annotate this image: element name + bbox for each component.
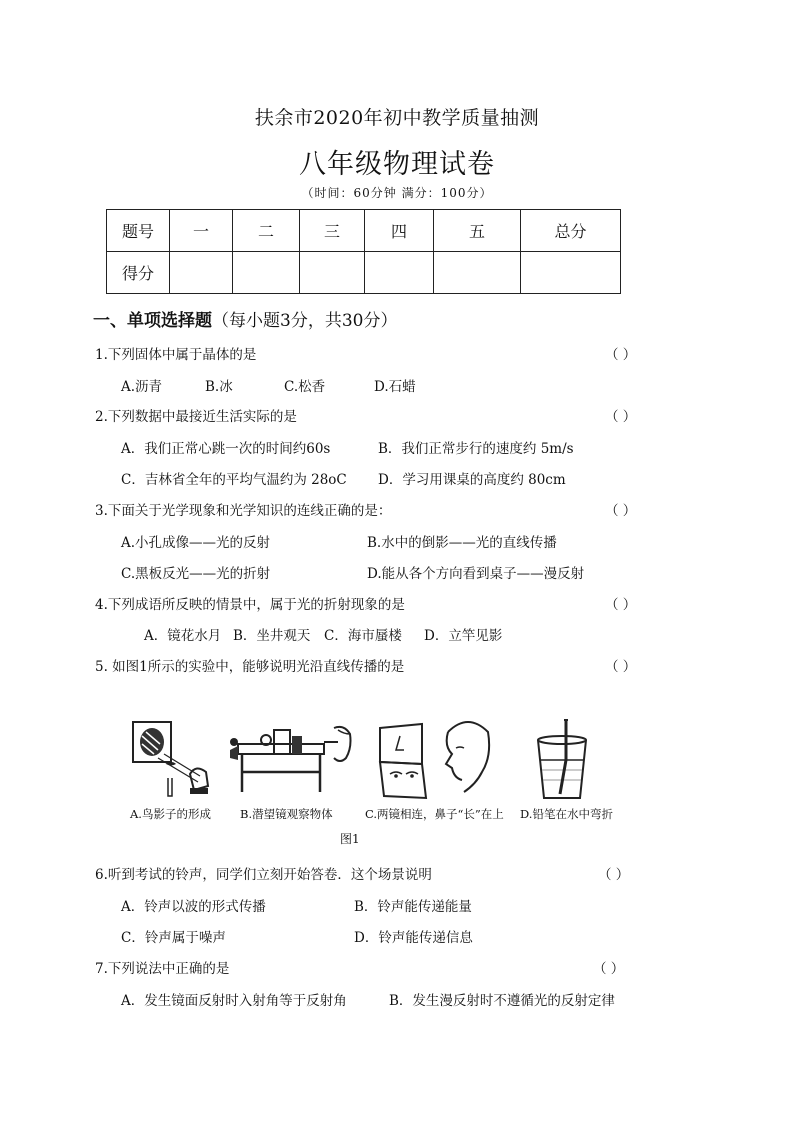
question-stem: 7.下列说法中正确的是	[95, 961, 230, 977]
score-input-cell	[233, 252, 300, 294]
option: B．我们正常步行的速度约 5m/s	[378, 441, 574, 457]
answer-bracket: （ ）	[605, 659, 637, 675]
score-table	[106, 209, 621, 294]
score-cell: 总分	[521, 210, 621, 252]
option: B．发生漫反射时不遵循光的反射定律	[389, 993, 615, 1009]
answer-bracket: （ ）	[605, 597, 637, 613]
score-input-cell	[521, 252, 621, 294]
option: C．海市蜃楼	[324, 628, 402, 644]
option: D．铃声能传递信息	[354, 930, 473, 946]
score-cell: 得分	[107, 252, 170, 294]
option: A．铃声以波的形式传播	[121, 899, 266, 915]
exam-title: 扶余市2020年初中教学质量抽测	[254, 107, 540, 129]
score-input-cell	[170, 252, 233, 294]
score-input-cell	[365, 252, 434, 294]
score-cell: 一	[170, 210, 233, 252]
score-table-header-row	[107, 210, 621, 252]
score-cell: 二	[233, 210, 300, 252]
score-cell: 五	[434, 210, 521, 252]
option: C.松香	[284, 379, 326, 395]
answer-bracket: （ ）	[605, 503, 637, 519]
answer-bracket: （ ）	[598, 867, 630, 883]
question-stem: 4.下列成语所反映的情景中，属于光的折射现象的是	[95, 597, 405, 613]
section-heading	[93, 306, 397, 331]
score-input-cell	[434, 252, 521, 294]
figure-caption: B.潜望镜观察物体	[240, 807, 333, 821]
option: D.石蜡	[374, 379, 416, 395]
option: A．镜花水月	[144, 628, 222, 644]
option: A.小孔成像——光的反射	[121, 535, 271, 551]
section-note: （每小题3分，共30分）	[212, 311, 398, 331]
option: D.能从各个方向看到桌子——漫反射	[367, 566, 585, 582]
exam-meta: （时间：60分钟 满分：100分）	[301, 186, 493, 200]
exam-subtitle: 八年级物理试卷	[299, 149, 495, 180]
figure-title: 图1	[340, 832, 360, 846]
score-cell: 题号	[107, 210, 170, 252]
option: C．吉林省全年的平均气温约为 28oC	[121, 472, 347, 488]
score-input-cell	[300, 252, 365, 294]
section-title: 一、单项选择题	[93, 311, 212, 331]
answer-bracket: （ ）	[605, 409, 637, 425]
option: A．发生镜面反射时入射角等于反射角	[121, 993, 347, 1009]
figure-caption: A.鸟影子的形成	[130, 807, 211, 821]
option: D．学习用课桌的高度约 80cm	[378, 472, 566, 488]
option: C.黑板反光——光的折射	[121, 566, 271, 582]
answer-bracket: （ ）	[605, 347, 637, 363]
figure-caption: C.两镜相连，鼻子“长”在上	[365, 807, 504, 821]
option: B.冰	[205, 379, 233, 395]
score-table-score-row	[107, 252, 621, 294]
question-stem: 2.下列数据中最接近生活实际的是	[95, 409, 297, 425]
question-stem: 3.下面关于光学现象和光学知识的连线正确的是：	[95, 503, 392, 519]
bird-shadow-illustration	[128, 716, 228, 802]
score-cell: 四	[365, 210, 434, 252]
pencil-in-water-illustration	[524, 718, 604, 802]
option: B.水中的倒影——光的直线传播	[367, 535, 557, 551]
question-stem: 1.下列固体中属于晶体的是	[95, 347, 257, 363]
option: D．立竿见影	[424, 628, 503, 644]
score-cell: 三	[300, 210, 365, 252]
mirror-face-illustration	[376, 718, 496, 802]
option: A.沥青	[121, 379, 163, 395]
figure-caption: D.铅笔在水中弯折	[520, 807, 613, 821]
question-stem: 5. 如图1所示的实验中，能够说明光沿直线传播的是	[95, 659, 405, 675]
option: A．我们正常心跳一次的时间约60s	[121, 441, 331, 457]
option: C．铃声属于噪声	[121, 930, 226, 946]
option: B．铃声能传递能量	[354, 899, 472, 915]
option: B．坐井观天	[233, 628, 311, 644]
answer-bracket: （ ）	[593, 961, 625, 977]
question-stem: 6.听到考试的铃声，同学们立刻开始答卷．这个场景说明	[95, 867, 432, 883]
periscope-illustration	[226, 722, 354, 802]
